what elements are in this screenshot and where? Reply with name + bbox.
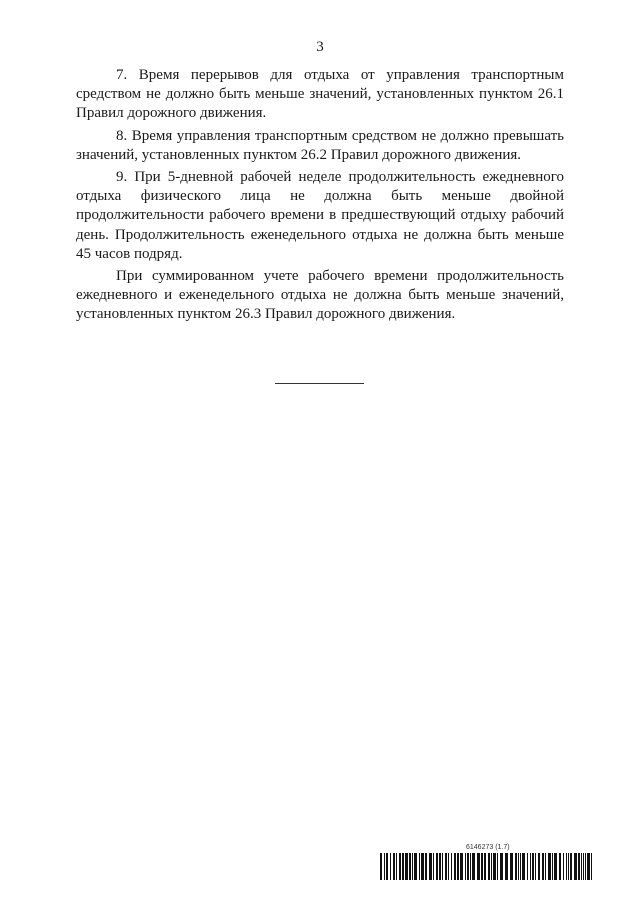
barcode-bar (548, 853, 551, 880)
barcode-bar (399, 853, 401, 880)
barcode-bar (433, 853, 434, 880)
barcode-bar (488, 853, 490, 880)
barcode-bar (386, 853, 388, 880)
paragraph-8: 8. Время управления транспортным средством не должно превышать значений, установленных пунктом 26.2 Правил дорожного движения. (76, 127, 564, 163)
barcode-bar (402, 853, 404, 880)
barcode-bar (448, 853, 449, 880)
barcode-bar (412, 853, 413, 880)
barcode-bar (510, 853, 513, 880)
barcode-bar (451, 853, 452, 880)
barcode-bar (465, 853, 466, 880)
barcode-bar (500, 853, 503, 880)
barcode-bar (574, 853, 577, 880)
paragraph-9: 9. При 5-дневной рабочей неделе продолжительность ежедневного отдыха физического лица не должна быть меньше двойной продолжительности рабочего времени в предшествующий отдыху рабочий день. Продолжительность еженедельного отдыха не должна быть меньше 45 часов подряд. (76, 169, 564, 262)
barcode-bar (467, 853, 469, 880)
barcode-bar (436, 853, 438, 880)
barcode-bar (470, 853, 471, 880)
barcode-bar (585, 853, 586, 880)
paragraph-7: 7. Время перерывов для отдыха от управления транспортным средством не должно быть меньше значений, установленных пунктом 26.1 Правил дорожного движения. (76, 67, 564, 122)
barcode-bar (472, 853, 475, 880)
barcode-bar (491, 853, 492, 880)
barcode-bar (515, 853, 517, 880)
barcode-bar (563, 853, 564, 880)
barcode-bar (493, 853, 496, 880)
barcode-bar (542, 853, 544, 880)
barcode-bar (484, 853, 486, 880)
barcode-bar (532, 853, 534, 880)
barcode-bar (421, 853, 424, 880)
barcode-bar (439, 853, 441, 880)
barcode-bar (390, 853, 391, 880)
barcode-bar (481, 853, 483, 880)
barcode-bar (442, 853, 443, 880)
barcode-bar (497, 853, 498, 880)
barcode-bar (477, 853, 480, 880)
barcode-bar (554, 853, 557, 880)
barcode-bar (583, 853, 584, 880)
barcode-bar (409, 853, 411, 880)
barcode-bar (570, 853, 572, 880)
barcode-bar (520, 853, 521, 880)
barcode-bar (559, 853, 561, 880)
barcode-bar (535, 853, 536, 880)
barcode-bar (445, 853, 447, 880)
barcode-bar (454, 853, 456, 880)
barcode-bar (545, 853, 546, 880)
barcode-bar (527, 853, 528, 880)
barcode-bar (552, 853, 553, 880)
barcode-bar (568, 853, 569, 880)
barcode-bar (396, 853, 397, 880)
barcode-bar (505, 853, 508, 880)
document-code: 6146273 (1.7) (466, 844, 510, 851)
barcode-bar (460, 853, 463, 880)
barcode-bar (518, 853, 519, 880)
barcode-bar (522, 853, 525, 880)
page-number: 3 (316, 39, 324, 55)
document-body (76, 66, 564, 328)
barcode-bar (393, 853, 395, 880)
barcode-bar (384, 853, 385, 880)
end-separator (275, 383, 364, 384)
barcode-bar (538, 853, 540, 880)
barcode-bar (566, 853, 567, 880)
barcode-bar (587, 853, 590, 880)
barcode-bar (425, 853, 427, 880)
barcode-bar (530, 853, 531, 880)
paragraph-summary: При суммированном учете рабочего времени продолжительность ежедневного и еженедельного отдыха не должна быть меньше значений, установленных пунктом 26.3 Правил дорожного движения. (76, 268, 564, 323)
barcode-bar (380, 853, 382, 880)
barcode (380, 853, 594, 880)
barcode-bar (405, 853, 408, 880)
barcode-bar (419, 853, 420, 880)
barcode-bar (457, 853, 459, 880)
barcode-bar (414, 853, 417, 880)
barcode-bar (581, 853, 582, 880)
barcode-bar (591, 853, 592, 880)
barcode-bar (429, 853, 432, 880)
barcode-bar (578, 853, 580, 880)
